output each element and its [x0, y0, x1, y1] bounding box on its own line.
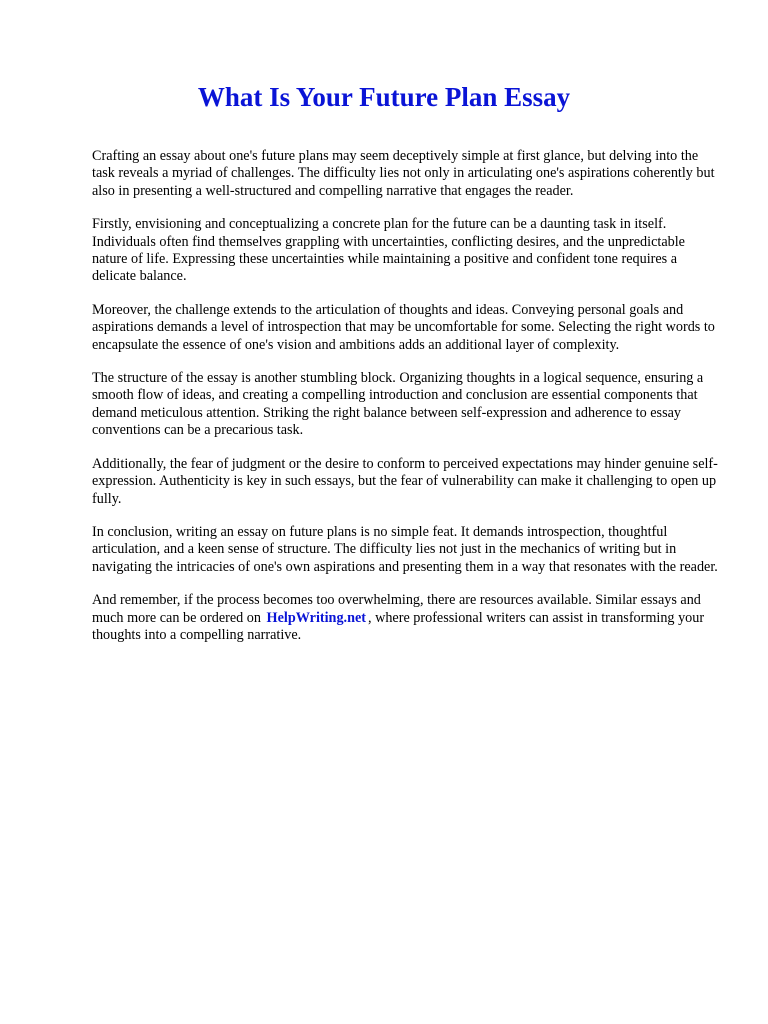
helpwriting-link[interactable]: HelpWriting.net: [266, 609, 366, 626]
page-title: What Is Your Future Plan Essay: [197, 82, 571, 112]
paragraph-conclusion: In conclusion, writing an essay on future plans is no simple feat. It demands introspection, thoughtful articulation, and a keen sense of structure. The difficulty lies not just in the mechanics of writing but in navigating the intricacies of one's own aspirations and presenting them in a way that resonates with the reader.: [92, 523, 718, 575]
paragraph-envisioning: Firstly, envisioning and conceptualizing a concrete plan for the future can be a daunting task in itself. Individuals often find themselves grappling with uncertainties, conflicting desires, and the unpredictable nature of life. Expressing these uncertainties while maintaining a positive and confident tone requires a delicate balance.: [92, 216, 685, 285]
paragraph-articulation: Moreover, the challenge extends to the articulation of thoughts and ideas. Conveying personal goals and aspirations demands a level of introspection that may be uncomfortable for some. Selecting the right words to encapsulate the essence of one's vision and ambitions adds an additional layer of complexity.: [92, 301, 715, 353]
closing-text-after-link: , where professional writers can assist in transforming your thoughts into a compelling narrative.: [92, 609, 705, 643]
paragraph-structure: The structure of the essay is another stumbling block. Organizing thoughts in a logical sequence, ensuring a smooth flow of ideas, and creating a compelling introduction and conclusion are essential components that demand meticulous attention. Striking the right balance between self-expression and adherence to essay conventions can be a precarious task.: [92, 370, 704, 439]
paragraph-closing: [92, 592, 722, 644]
paragraph-intro: Crafting an essay about one's future plans may seem deceptively simple at first glance, but delving into the task reveals a myriad of challenges. The difficulty lies not only in articulating one's aspirations coherently but also in presenting a well-structured and compelling narrative that engages the reader.: [92, 148, 715, 199]
paragraph-fear-of-judgment: Additionally, the fear of judgment or the desire to conform to perceived expectations may hinder genuine self-expression. Authenticity is key in such essays, but the fear of vulnerability can make it challenging to open up fully.: [92, 455, 718, 507]
closing-text-before-link: And remember, if the process becomes too overwhelming, there are resources available. Similar essays and much more can be ordered on: [92, 592, 701, 626]
